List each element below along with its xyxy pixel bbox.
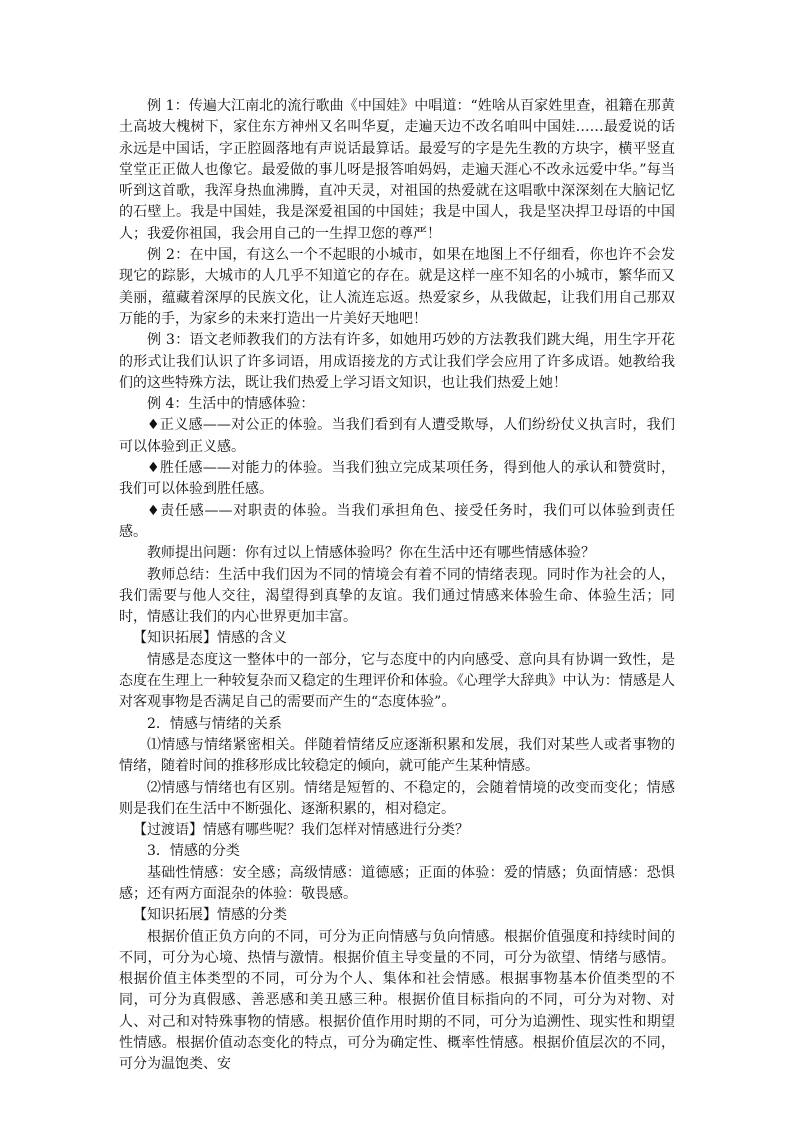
transition-paragraph: 【过渡语】情感有哪些呢？我们怎样对情感进行分类？ (133, 822, 469, 839)
emotion-definition-paragraph: 情感是态度这一整体中的一部分，它与态度中的内向感受、意向具有协调一致性，是态度在生理上一种较复杂而又稳定的生理评价和体验。《心理学大辞典》中认为：情感是人对客观事物是否满足自己的需要而产生的“态度体验”。 (119, 651, 675, 711)
example-2-paragraph: 例 2：在中国，有这么一个不起眼的小城市，如果在地图上不仔细看，你也许不会发现它的踪影，大城市的人几乎不知道它的存在。就是这样一座不知名的小城市，繁华而又美丽，蕴藏着深厚的民族文化，让人流连忘返。热爱家乡，从我做起，让我们用自己那双万能的手，为家乡的未来打造出一片美好天地吧！ (119, 247, 675, 327)
justice-item: ♦正义感——对公正的体验。当我们看到有人遭受欺辱，人们纷纷仗义执言时，我们可以体验到正义感。 (119, 417, 675, 455)
knowledge-extension-heading-1: 【知识拓展】情感的含义 (133, 630, 287, 647)
relation-point-1: ⑴情感与情绪紧密相关。伴随着情绪反应逐渐积累和发展，我们对某些人或者事物的情绪，随着时间的推移形成比较稳定的倾向，就可能产生某种情感。 (119, 736, 675, 775)
example-3-paragraph: 例 3：语文老师教我们的方法有许多，如她用巧妙的方法教我们跳大绳，用生字开花的形式让我们认识了许多词语，用成语接龙的方式让我们学会应用了许多成语。她教给我们的这些特殊方法，既让我们热爱上学习语文知识，也让我们热爱上她！ (119, 332, 675, 391)
classification-basic-paragraph: 基础性情感：安全感；高级情感：道德感；正面的体验：爱的情感；负面情感：恐惧感；还有两方面混杂的体验：敬畏感。 (119, 864, 675, 902)
example-4-heading: 例 4：生活中的情感体验： (147, 396, 315, 413)
example-1-paragraph: 例 1：传遍大江南北的流行歌曲《中国娃》中唱道：“姓啥从百家姓里查，祖籍在那黄土高坡大槐树下，家住东方神州又名叫华夏，走遍天边不改名咱叫中国娃……最爱说的话永远是中国话，字正腔圆落地有声说话最算话。最爱写的字是先生教的方块字，横平竖直堂堂正正做人也像它。最爱做的事儿呀是报答咱妈妈，走遍天涯心不改永远爱中华。”每当听到这首歌，我浑身热血沸腾，直冲天灵，对祖国的热爱就在这唱歌中深深刻在大脑记忆的石壁上。我是中国娃，我是深爱祖国的中国娃；我是中国人，我是坚决捍卫母语的中国人；我爱你祖国，我会用自己的一生捍卫您的尊严！ (119, 98, 675, 242)
section-3-heading: 3．情感的分类 (147, 843, 240, 860)
teacher-question: 教师提出问题：你有过以上情感体验吗？你在生活中还有哪些情感体验？ (147, 545, 595, 562)
section-2-heading: 2．情感与情绪的关系 (147, 715, 282, 732)
classification-detail-paragraph: 根据价值正负方向的不同，可分为正向情感与负向情感。根据价值强度和持续时间的不同，可分为心境、热情与激情。根据价值主导变量的不同，可分为欲望、情绪与感情。根据价值主体类型的不同，可分为个人、集体和社会情感。根据事物基本价值类型的不同，可分为真假感、善恶感和美丑感三种。根据价值目标指向的不同，可分为对物、对人、对己和对特殊事物的情感。根据价值作用时期的不同，可分为追溯性、现实性和期望性情感。根据价值动态变化的特点，可分为确定性、概率性情感。根据价值层次的不同，可分为温饱类、安 (119, 928, 675, 1073)
relation-point-2: ⑵情感与情绪也有区别。情绪是短暂的、不稳定的，会随着情境的改变而变化；情感则是我们在生活中不断强化、逐渐积累的，相对稳定。 (119, 779, 675, 817)
responsibility-item: ♦责任感——对职责的体验。当我们承担角色、接受任务时，我们可以体验到责任感。 (119, 502, 675, 540)
teacher-summary: 教师总结：生活中我们因为不同的情境会有着不同的情绪表现。同时作为社会的人，我们需要与他人交往，渴望得到真挚的友谊。我们通过情感来体验生命、体验生活；同时，情感让我们的内心世界更加丰富。 (119, 566, 675, 626)
competence-item: ♦胜任感——对能力的体验。当我们独立完成某项任务，得到他人的承认和赞赏时，我们可以体验到胜任感。 (119, 460, 675, 498)
knowledge-extension-heading-2: 【知识拓展】情感的分类 (133, 907, 287, 924)
document-page (119, 96, 675, 1076)
